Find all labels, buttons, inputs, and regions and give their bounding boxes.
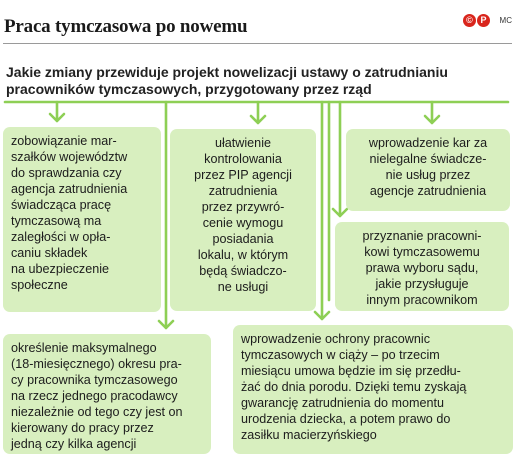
change-box-penalties: wprowadzenie kar za nielegalne świadcze- nie usług przez agencje zatrudnienia [346, 129, 510, 211]
credit-label: MC [499, 16, 512, 25]
arrow-to-box-4 [333, 102, 347, 216]
change-box-pregnancy-protection: wprowadzenie ochrony pracownic tymczasowych w ciąży – po trzecim miesiącu umowa będzie im się przedłu- żać do dnia porodu. Dzięki temu zyskają gwarancję zatrudnienia do momentu urodzenia dziecka, a potem prawo do zasiłku macierzyńskiego [233, 325, 513, 454]
p-circle-icon: P [477, 14, 490, 27]
arrow-to-box-2 [251, 102, 265, 123]
diagram-question: Jakie zmiany przewiduje projekt nowelizacji ustawy o zatrudnianiu pracowników tymczasowych, przygotowany przez rząd [6, 64, 448, 97]
arrow-to-box-3 [425, 102, 439, 123]
change-box-pip-inspection: ułatwienie kontrolowania przez PIP agencji zatrudnienia przez przywró- cenie wymogu posiadania lokalu, w którym będą świadczo- ne usługi [170, 129, 316, 311]
change-box-marshal-verification: zobowiązanie mar- szałków województw do sprawdzania czy agencja zatrudnienia świadcząca pracę tymczasową ma zaległości w opła- caniu składek na ubezpieczenie społeczne [3, 127, 161, 312]
arrow-to-box-1 [50, 102, 64, 121]
change-box-court-choice: przyznanie pracowni- kowi tymczasowemu prawa wyboru sądu, jakie przysługuje innym pracownikom [335, 222, 509, 311]
arrow-to-box-6 [315, 102, 329, 319]
change-box-max-period: określenie maksymalnego (18-miesięcznego) okresu pra- cy pracownika tymczasowego na rzecz jednego pracodawcy niezależnie od tego czy jest on kierowany do pracy przez jedną czy kilka agencji [3, 334, 211, 454]
copyright-circle-icon: © [463, 14, 476, 27]
page-title: Praca tymczasowa po nowemu [4, 16, 248, 37]
